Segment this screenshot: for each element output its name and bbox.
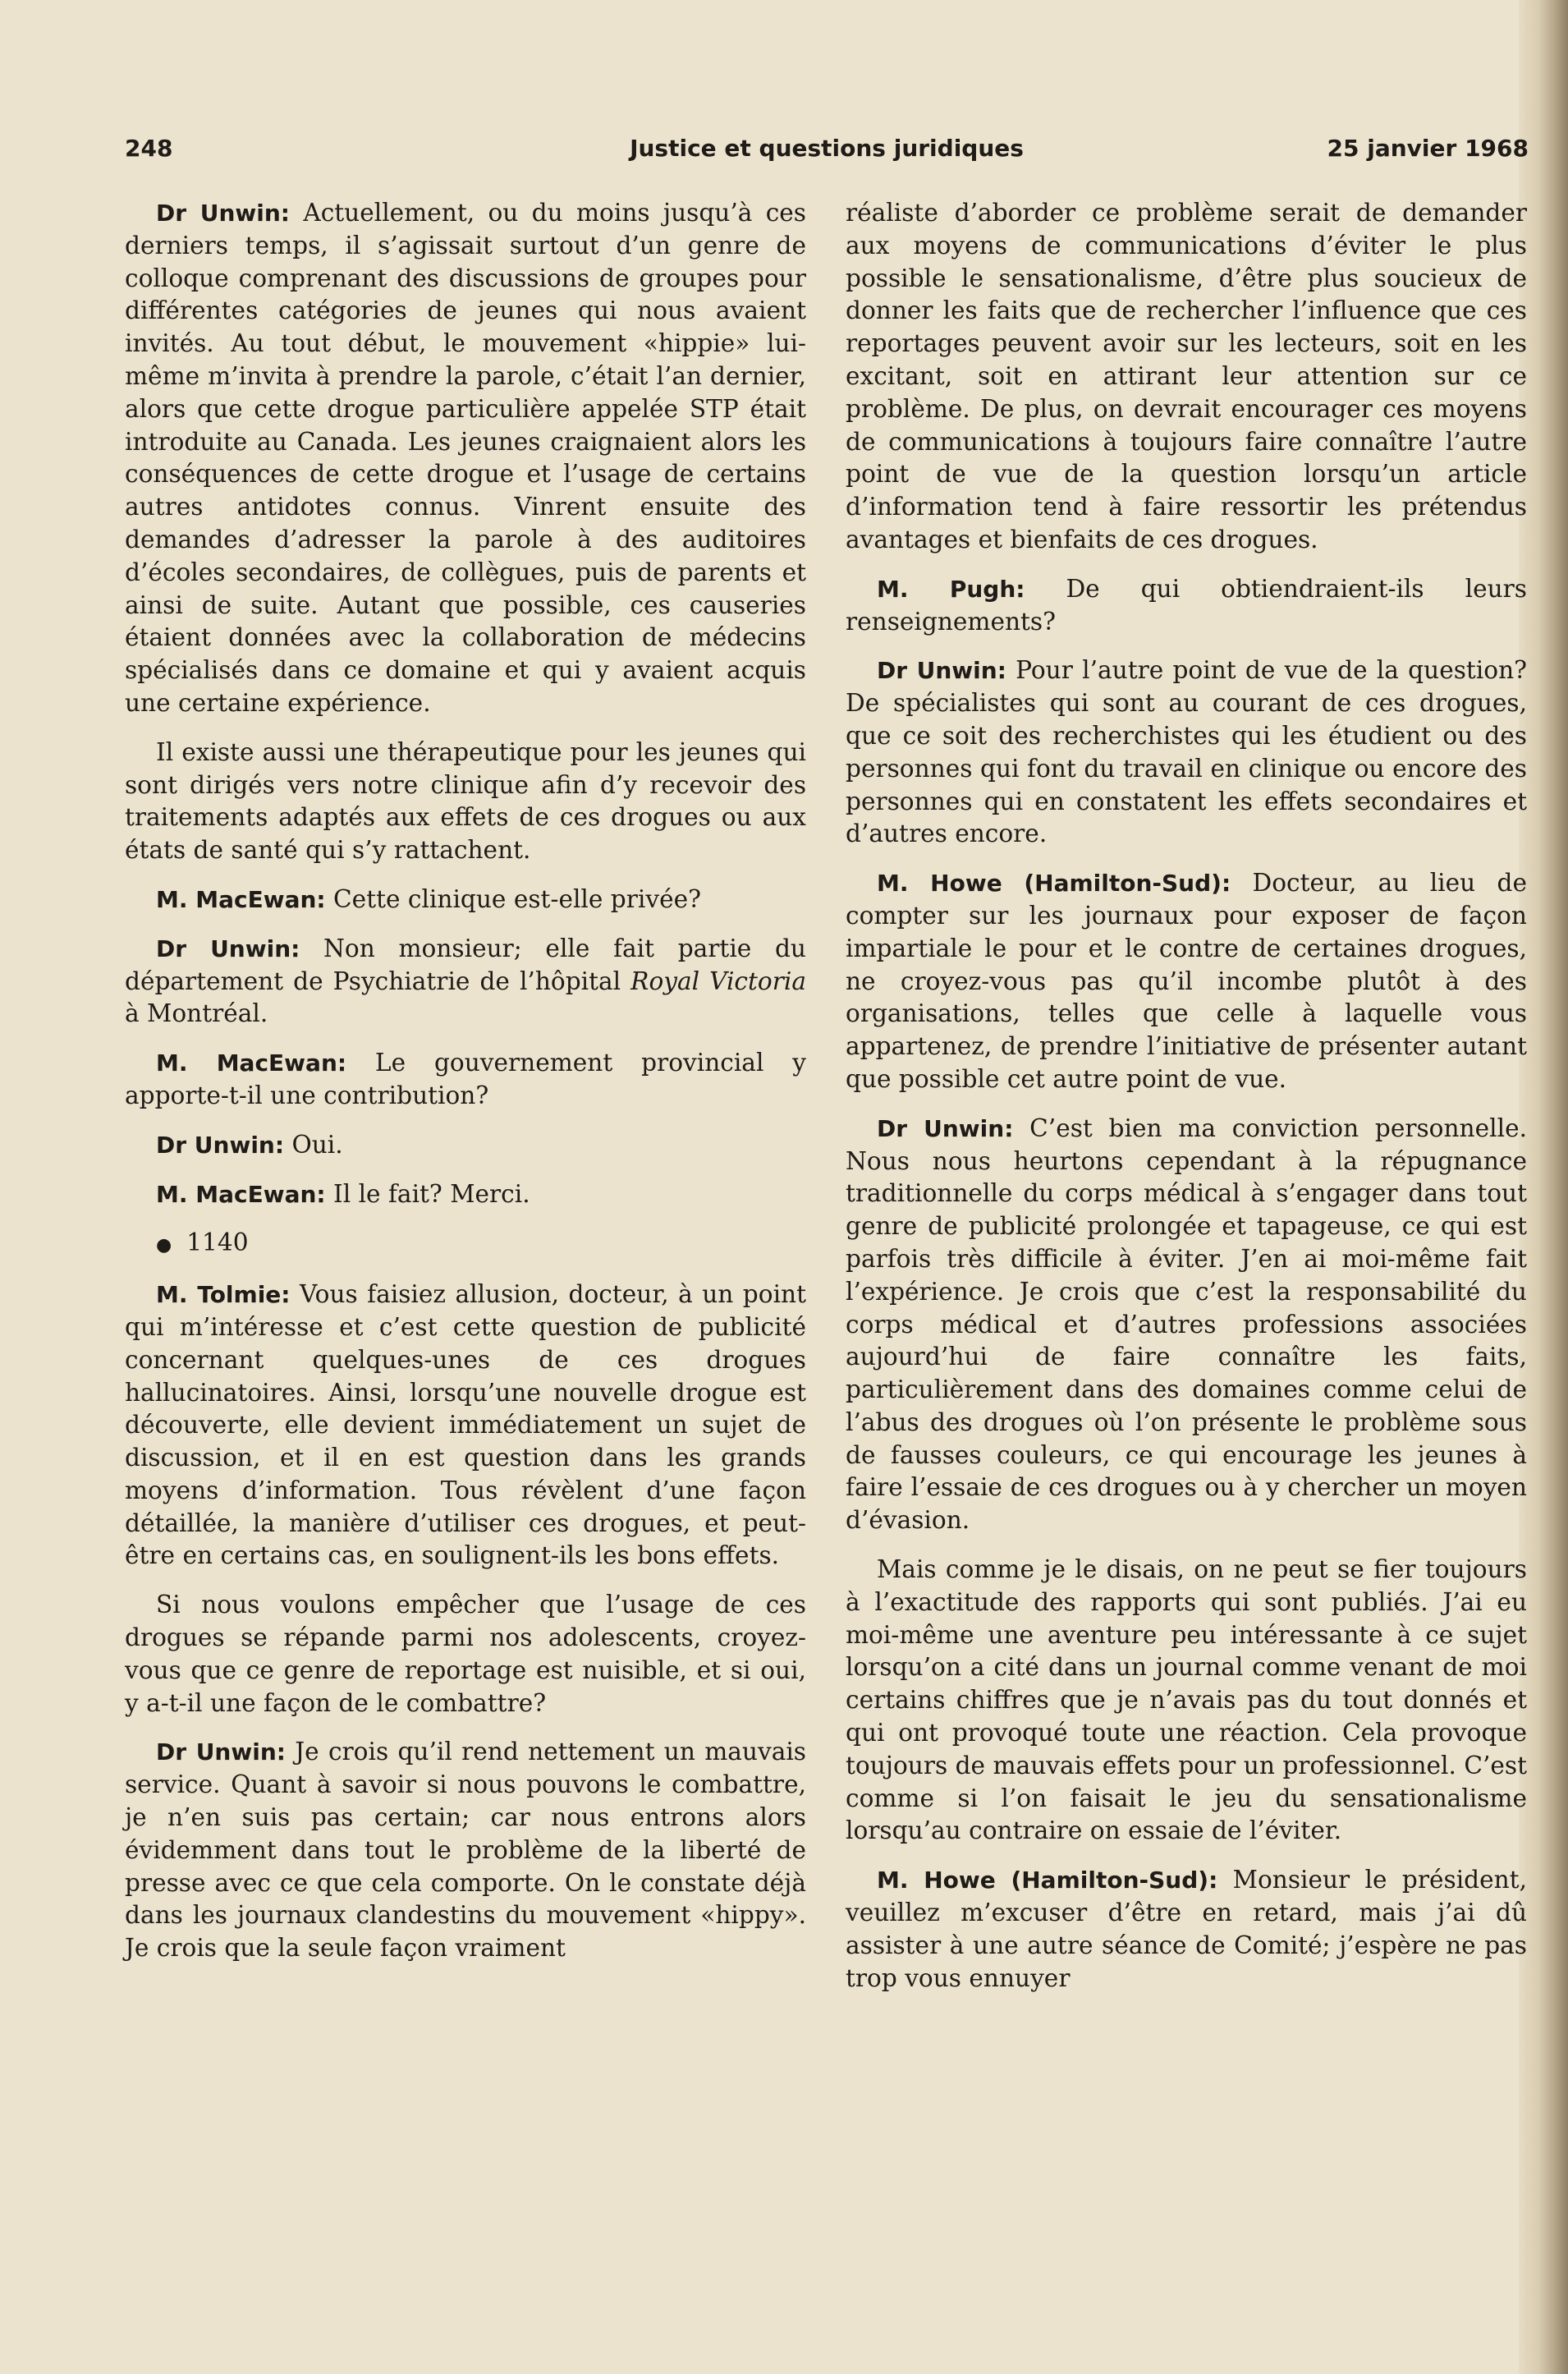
speaker-name: M. MacEwan: (156, 885, 326, 913)
page-header (125, 135, 1529, 171)
italic-text: Royal Victoria (630, 967, 806, 995)
speaker-name: M. MacEwan: (156, 1049, 347, 1077)
paragraph-text: Pour l’autre point de vue de la question? De spécialistes qui sont au courant de ces drogues, que ce soit des recherchistes qui les étudient ou des personnes qui font du travail en clinique ou encore des personnes qui en constatent les effets secondaires et d’autres encore. (846, 656, 1527, 848)
paragraph (846, 1864, 1527, 1995)
paragraph (846, 1113, 1527, 1537)
speaker-name: Dr Unwin: (156, 934, 300, 962)
paragraph (125, 197, 806, 720)
paragraph-text: Monsieur le président, veuillez m’excuser d’être en retard, mais j’ai dû assister à une autre séance de Comité; j’espère ne pas trop vous ennuyer (846, 1866, 1527, 1992)
paragraph-text: Si nous voulons empêcher que l’usage de ces drogues se répande parmi nos adolescents, croyez-vous que ce genre de reportage est nuisible, et si oui, y a-t-il une façon de le combattre? (125, 1591, 806, 1717)
paragraph (846, 867, 1527, 1096)
paragraph (125, 737, 806, 867)
paragraph (846, 197, 1527, 557)
speaker-name: Dr Unwin: (877, 1114, 1014, 1142)
paragraph (125, 1589, 806, 1720)
paragraph (846, 654, 1527, 851)
running-title: Justice et questions juridiques (630, 135, 1024, 162)
time-marker-text: 1140 (186, 1228, 249, 1257)
paragraph-text: Il existe aussi une thérapeutique pour les jeunes qui sont dirigés vers notre clinique afin d’y recevoir des traitements adaptés aux effets de ces drogues ou aux états de santé qui s’y rattachent. (125, 737, 806, 865)
paragraph (846, 573, 1527, 639)
paragraph-text: Oui. (284, 1130, 343, 1159)
time-marker (125, 1227, 806, 1262)
left-column (125, 197, 806, 1981)
speaker-name: M. Howe (Hamilton-Sud): (877, 1867, 1218, 1894)
speaker-name: Dr Unwin: (156, 200, 290, 227)
paragraph (125, 1736, 806, 1965)
paragraph-text: Vous faisiez allusion, docteur, à un point qui m’intéresse et c’est cette question de publicité concernant quelques-unes de ces drogues hallucinatoires. Ainsi, lorsqu’une nouvelle drogue est découverte, elle devient immédiatement un sujet de discussion, et il en est question dans les grands moyens d’information. Tous révèlent d’une façon détaillée, la manière d’utiliser ces drogues, et peut-être en certains cas, en soulignent-ils les bons effets. (125, 1280, 806, 1570)
speaker-name: Dr Unwin: (156, 1131, 285, 1159)
paragraph (125, 1178, 806, 1211)
paragraph-text: Mais comme je le disais, on ne peut se fier toujours à l’exactitude des rapports qui sont publiés. J’ai eu moi-même une aventure peu intéressante à ce sujet lorsqu’on a cité dans un journal comme venant de moi certains chiffres que je n’avais pas du tout donnés et qui ont provoqué toute une réaction. Cela provoque toujours de mauvais effets pour un professionnel. C’est comme si l’on faisait le jeu du sensationalisme lorsqu’au contraire on essaie de l’éviter. (846, 1555, 1527, 1845)
paragraph-text: Je crois qu’il rend nettement un mauvais service. Quant à savoir si nous pouvons le combattre, je n’en suis pas certain; car nous entrons alors évidemment dans tout le problème de la liberté de presse avec ce que cela comporte. On le constate déjà dans les journaux clandestins du mouvement «hippy». Je crois que la seule façon vraiment (125, 1738, 806, 1963)
paragraph-text: Non monsieur; elle fait partie du département de Psychiatrie de l’hôpital (125, 934, 806, 995)
speaker-name: Dr Unwin: (877, 657, 1006, 685)
paragraph (125, 1047, 806, 1113)
speaker-name: M. Howe (Hamilton-Sud): (877, 870, 1231, 898)
page-number: 248 (125, 135, 173, 162)
page-date: 25 janvier 1968 (1327, 135, 1529, 162)
paragraph (125, 1129, 806, 1162)
paragraph (125, 884, 806, 916)
paragraph-text: Il le fait? Merci. (325, 1179, 530, 1208)
speaker-name: M. MacEwan: (156, 1180, 326, 1208)
paragraph-text: Docteur, au lieu de compter sur les journaux pour exposer de façon impartiale le pour et le contre de certaines drogues, ne croyez-vous pas qu’il incombe plutôt à des organisations, telles que celle à laquelle vous appartenez, de prendre l’initiative de présenter autant que possible cet autre point de vue. (846, 869, 1527, 1093)
paragraph-text: à Montréal. (125, 999, 268, 1028)
right-column (846, 197, 1527, 2011)
paragraph-text: Actuellement, ou du moins jusqu’à ces derniers temps, il s’agissait surtout d’un genre de colloque comprenant des discussions de groupes pour différentes catégories de jeunes qui nous avaient invités. Au tout début, le mouvement «hippie» lui-même m’invita à prendre la parole, c’était l’an dernier, alors que cette drogue particulière appelée STP était introduite au Canada. Les jeunes craignaient alors les conséquences de cette drogue et l’usage de certains autres antidotes connus. Vinrent ensuite des demandes d’adresser la parole à des auditoires d’écoles secondaires, de collègues, puis de parents et ainsi de suite. Autant que possible, ces causeries étaient données avec la collaboration de médecins spécialisés dans ce domaine et qui y avaient acquis une certaine expérience. (125, 199, 806, 717)
paragraph-text: C’est bien ma conviction personnelle. Nous nous heurtons cependant à la répugnance traditionnelle du corps médical à s’engager dans tout genre de publicité prolongée et tapageuse, ce qui est parfois très difficile à éviter. J’en ai moi-même fait l’expérience. Je crois que c’est la responsabilité du corps médical et d’autres professions associées aujourd’hui de faire connaître les faits, particulièrement dans des domaines comme celui de l’abus des drogues où l’on présente le problème sous de fausses couleurs, ce qui encourage les jeunes à faire l’essaie de ces drogues ou à y chercher un moyen d’évasion. (846, 1114, 1527, 1535)
paragraph-text: réaliste d’aborder ce problème serait de demander aux moyens de communications d’éviter le plus possible le sensationalisme, d’être plus soucieux de donner les faits que de rechercher l’influence que ces reportages peuvent avoir sur les lecteurs, soit en les excitant, soit en attirant leur attention sur ce problème. De plus, on devrait encourager ces moyens de communications à toujours faire connaître l’autre point de vue de la question lorsqu’un article d’information tend à faire ressortir les prétendus avantages et bienfaits de ces drogues. (846, 199, 1527, 553)
paragraph (125, 933, 806, 1031)
paragraph-text: De qui obtiendraient-ils leurs renseignements? (846, 574, 1527, 636)
speaker-name: M. Tolmie: (156, 1281, 291, 1309)
speaker-name: M. Pugh: (877, 575, 1025, 603)
paragraph-text: Le gouvernement provincial y apporte-t-il une contribution? (125, 1049, 806, 1109)
paragraph-text: Cette clinique est-elle privée? (325, 884, 701, 913)
speaker-name: Dr Unwin: (156, 1738, 286, 1766)
paragraph (846, 1554, 1527, 1848)
bullet-icon: ● (156, 1235, 172, 1256)
paragraph (125, 1279, 806, 1573)
